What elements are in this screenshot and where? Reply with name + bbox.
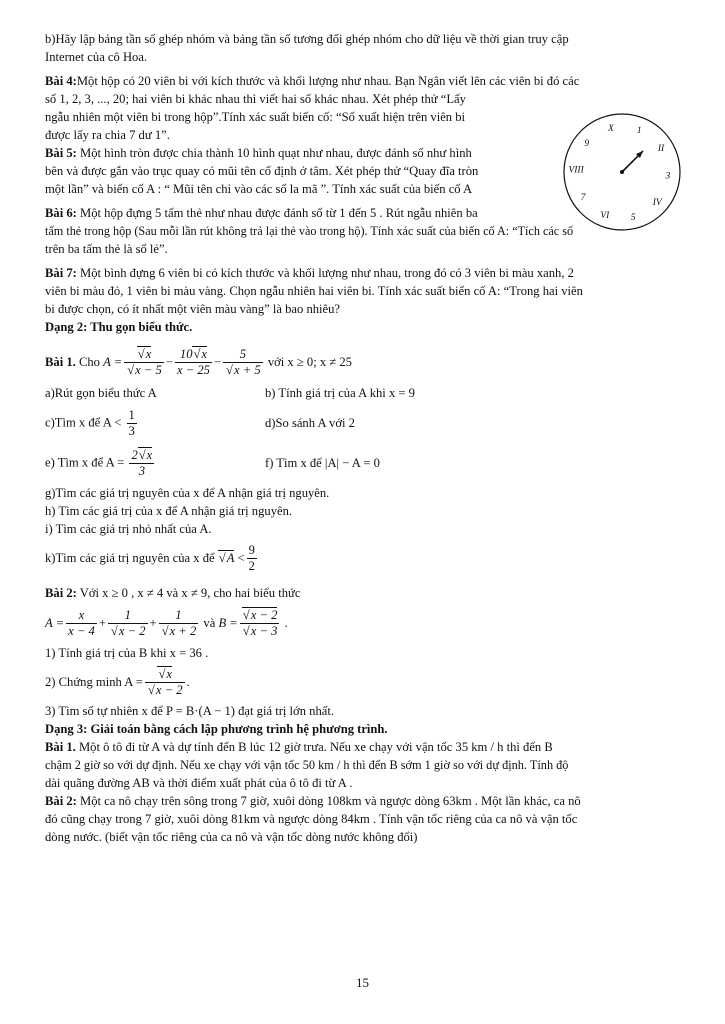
dang2-bai1-g: g)Tìm các giá trị nguyên của x để A nhận giá trị nguyên. (45, 486, 330, 500)
fraction: 1 √ x − 2 (108, 608, 148, 639)
bai4-line-2: số 1, 2, 3, ..., 20; hai viên bi khác nhau thì viết hai số khác nhau. Xét phép thử “Lấy (45, 92, 466, 106)
wheel-center (620, 170, 624, 174)
wheel-label: II (657, 144, 665, 155)
intro-line-1: b)Hãy lập bảng tần số ghép nhóm và bảng tần số tương đối ghép nhóm cho dữ liệu về thời gian truy cập (45, 32, 569, 46)
wheel-label: X (607, 123, 614, 134)
bai4-line-4: được lấy ra chia 7 dư 1”. (45, 128, 170, 142)
fraction: $\frac{2√ x}{3}$ (129, 448, 154, 479)
dang3-heading: Dạng 3: Giải toán bằng cách lập phương trình hệ phương trình. (45, 722, 388, 736)
dang2-bai2-intro: Bài 2: Với x ≥ 0 , x ≠ 4 và x ≠ 9, cho hai biểu thức (45, 586, 301, 600)
dang2-bai1-title: Bài 1. (45, 355, 76, 369)
dang3-bai1-line-3: dài quãng đường AB và thời điểm xuất phát của ô tô đi từ A . (45, 776, 353, 790)
dang2-bai1-k: k)Tìm các giá trị nguyên của x để √ A < $\frac{9}{2}$ (45, 538, 682, 578)
dang3-bai1-title: Bài 1. (45, 740, 76, 754)
bai7-line-2: viên bi màu đỏ, 1 viên bi màu vàng. Chọn ngẫu nhiên hai viên bi. Tính xác suất biến cố A: “Trong hai viên (45, 284, 583, 298)
dang2-bai2-expressions: A = $\frac{x}{x - 4}$ + 1 √ x − 2 + 1 √ x + 2 và B = √ x − 2 √ x − 3 . (45, 602, 682, 644)
bai4-line-1: Bài 4:Một hộp có 20 viên bi với kích thước và khối lượng như nhau. Bạn Ngân viết lên các viên bi đó các (45, 74, 580, 88)
spinner-wheel-figure (559, 109, 685, 235)
dang3-bai2-line-2: đó cũng chạy trong 7 giờ, xuôi dòng 81km và ngược dòng 84km . Tính vận tốc riêng của ca nô và vận tốc (45, 812, 578, 826)
dang2-bai2-q1: 1) Tính giá trị của B khi x = 36 . (45, 646, 209, 660)
fraction: $\frac{9}{2}$ (248, 542, 255, 573)
dang2-bai2-q2: 2) Chứng minh A = √ x √ x − 2 . (45, 662, 682, 702)
bai4-title: Bài 4: (45, 74, 77, 88)
dang3-bai2-line-3: dòng nước. (biết vận tốc riêng của ca nô và vận tốc dòng nước không đổi) (45, 830, 418, 844)
bai5-line-1: Bài 5: Một hình tròn được chia thành 10 hình quạt như nhau, được đánh số như hình (45, 146, 472, 160)
bai5-line-3: một lần” và biến cố A : “ Mũi tên chỉ vào các số la mã ”. Tính xác suất của biến cố A (45, 182, 473, 196)
dang3-bai2-line-1: Bài 2: Một ca nô chạy trên sông trong 7 giờ, xuôi dòng 108km và ngược dòng 63km . Một lần khác, ca nô (45, 794, 581, 808)
bai5-line-2: bên và được gắn vào trục quay có mũi tên cố định ở tâm. Xét phép thử “Quay đĩa tròn (45, 164, 479, 178)
wheel-label: 1 (636, 125, 642, 136)
bai6-line-2: tấm thẻ trong hộp (Sau mỗi lần rút không trả lại thẻ vào trong hộ). Tính xác suất của biến cố A: “Tích các số (45, 224, 574, 238)
wheel-label: 7 (580, 192, 586, 203)
wheel-label: VI (600, 211, 610, 222)
dang3-bai1-line-2: chậm 2 giờ so với dự định. Nếu xe chạy với vận tốc 50 km / h thì đến B sớm 1 giờ so với dự định. Tính độ (45, 758, 569, 772)
dang2-bai2-q3: 3) Tìm số tự nhiên x để P = B·(A − 1) đạt giá trị lớn nhất. (45, 704, 334, 718)
dang2-bai1-i: i) Tìm các giá trị nhỏ nhất của A. (45, 522, 212, 536)
bai7-line-1: Bài 7: Một bình đựng 6 viên bi có kích thước và khối lượng như nhau, trong đó có 3 viên bi màu xanh, 2 (45, 266, 574, 280)
dang3-bai1-line-1: Bài 1. Một ô tô đi từ A và dự tính đến B lúc 12 giờ trưa. Nếu xe chạy với vận tốc 35 km / h thì đến B (45, 740, 553, 754)
page-number: 15 (356, 975, 369, 990)
fraction: 1 √ x + 2 (159, 608, 199, 639)
wheel-label: 3 (665, 171, 671, 182)
bai4-line-3: ngẫu nhiên một viên bi trong hộp”.Tính xác suất biến cố: “Số xuất hiện trên viên bi (45, 110, 466, 124)
dang3-bai2-title: Bài 2: (45, 794, 77, 808)
dang2-bai1-h: h) Tìm các giá trị của x để A nhận giá trị nguyên. (45, 504, 293, 518)
wheel-label: 5 (630, 213, 636, 224)
wheel-label: 9 (584, 138, 590, 149)
bai7-line-3: bi được chọn, có ít nhất một viên màu vàng” là bao nhiêu? (45, 302, 341, 316)
dang2-heading: Dạng 2: Thu gọn biểu thức. (45, 320, 193, 334)
fraction: √ x √ x − 5 (124, 347, 164, 378)
dang2-bai1-expression: Bài 1. Cho A = √ x √ x − 5 − $\frac{10√ x}{x - 25}$ − 5 √ x + 5 với x ≥ 0; x ≠ 25 (45, 342, 682, 382)
intro-line-2: Internet của cô Hoa. (45, 50, 148, 64)
fraction: 5 √ x + 5 (223, 347, 263, 378)
spinner-wheel (559, 109, 685, 235)
dang2-bai2-title: Bài 2: (45, 586, 77, 600)
dang2-bai1-ab: a)Rút gọn biểu thức A b) Tính giá trị của A khi x = 9 (45, 386, 415, 400)
bai5-title: Bài 5: (45, 146, 77, 160)
fraction: $\frac{1}{3}$ (128, 407, 135, 438)
fraction: √ x √ x − 2 (145, 667, 185, 698)
bai6-line-1: Bài 6: Một hộp đựng 5 tấm thẻ như nhau được đánh số từ 1 đến 5 . Rút ngẫu nhiên ba (45, 206, 478, 220)
fraction: $\frac{x}{x - 4}$ (68, 607, 95, 638)
wheel-label: VIII (568, 165, 584, 176)
bai6-title: Bài 6: (45, 206, 77, 220)
dang2-bai1-ef: e) Tìm x để A = $\frac{2√ x}{3}$ f) Tìm x để |A| − A = 0 (45, 442, 682, 484)
fraction: √ x − 2 √ x − 3 (240, 608, 280, 639)
bai7-title: Bài 7: (45, 266, 77, 280)
fraction: $\frac{10√ x}{x - 25}$ (175, 347, 212, 378)
bai6-line-3: trên ba tấm thẻ là số lẻ”. (45, 242, 168, 256)
wheel-label: IV (652, 198, 662, 209)
dang2-bai1-cd: c)Tìm x để A < $\frac{1}{3}$ d)So sánh A với 2 (45, 407, 355, 438)
